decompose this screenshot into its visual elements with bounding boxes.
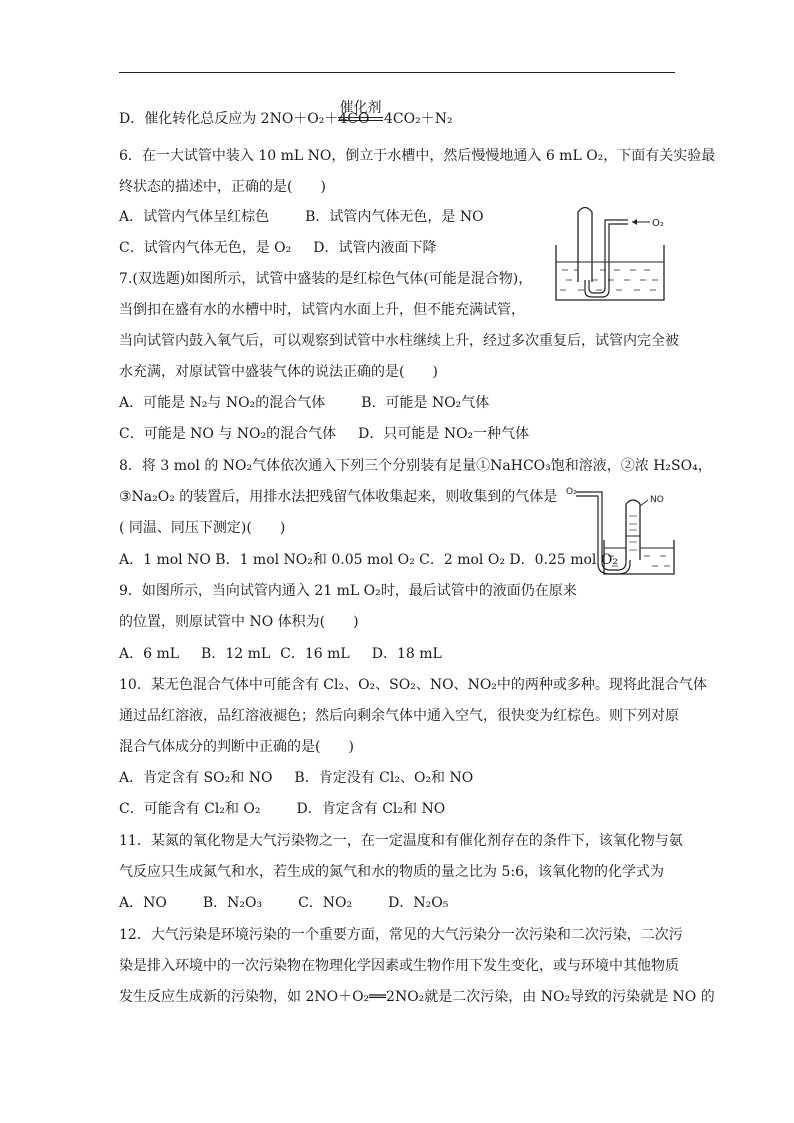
q10-stem-2: 通过品红溶液，品红溶液褪色；然后向剩余气体中通入空气，很快变为红棕色。则下列对原 <box>119 708 679 724</box>
products-text: 4CO₂＋N₂ <box>384 111 453 127</box>
q11-option-a: A．NO <box>119 895 167 911</box>
equals-bar <box>338 117 383 121</box>
q6-option-d: D．试管内液面下降 <box>313 240 437 256</box>
q10-options-ab <box>119 769 473 787</box>
catalyst-condition <box>338 100 383 121</box>
header-rule <box>119 72 675 73</box>
q12-stem-2: 染是排入环境中的一次污染物在物理化学因素或生物作用下发生变化，或与环境中其他物质 <box>119 958 679 974</box>
q10-option-a: A．肯定含有 SO₂和 NO <box>119 770 273 786</box>
q11-option-b: B．N₂O₃ <box>202 895 263 911</box>
q9-option-a: A．6 mL <box>119 646 180 662</box>
catalyst-label: 催化剂 <box>339 100 382 116</box>
q9-option-b: B．12 mL <box>201 646 271 662</box>
q8-stem-2: ③Na₂O₂ 的装置后，用排水法把残留气体收集起来，则收集到的气体是 <box>119 489 558 505</box>
q10-stem-3: 混合气体成分的判断中正确的是( ) <box>119 739 354 755</box>
q7-stem-3: 当向试管内鼓入氧气后，可以观察到试管中水柱继续上升，经过多次重复后，试管内完全被 <box>119 333 679 349</box>
q10-options-cd <box>119 800 445 818</box>
q9-options <box>119 645 442 663</box>
fig1-o2-label: O₂ <box>652 218 664 229</box>
q11-stem-2: 气反应只生成氮气和水，若生成的氮气和水的物质的量之比为 5:6，该氧化物的化学式为 <box>119 864 664 880</box>
q10-option-d: D．肯定含有 Cl₂和 NO <box>296 801 446 817</box>
q7-stem-4: 水充满，对原试管中盛装气体的说法正确的是( ) <box>119 364 438 380</box>
q7-options-ab <box>119 394 489 412</box>
q8-stem: 8．将 3 mol 的 NO₂气体依次通入下列三个分别装有足量①NaHCO₃饱和溶液，②浓 H₂SO₄， <box>119 458 712 474</box>
option-d-line <box>119 110 370 128</box>
q7-stem: 7.(双选题)如图所示，试管中盛装的是红棕色气体(可能是混合物)， <box>119 271 533 287</box>
q11-stem: 11．某氮的氧化物是大气污染物之一，在一定温度和有催化剂存在的条件下，该氧化物与氨 <box>119 833 683 849</box>
q12-stem: 12．大气污染是环境污染的一个重要方面，常见的大气污染分一次污染和二次污染，二次污 <box>119 927 683 943</box>
q6-options-ab <box>119 208 484 226</box>
q8-stem-3: ( 同温、同压下测定)( ) <box>119 520 286 536</box>
q8-options: A．1 mol NO B．1 mol NO₂和 0.05 mol O₂ C．2 mol O₂ D．0.25 mol O₂ <box>119 552 618 568</box>
fig2-no-label: NO <box>650 495 664 505</box>
q10-option-b: B．肯定没有 Cl₂、O₂和 NO <box>294 770 474 786</box>
q6-options-cd <box>119 239 437 257</box>
figure-no-tube <box>564 482 678 578</box>
q12-stem-3: 发生反应生成新的污染物，如 2NO＋O₂══2NO₂就是二次污染，由 NO₂导致的污染就是 NO 的 <box>119 989 715 1005</box>
q9-option-c: C．16 mL <box>280 646 350 662</box>
q10-stem: 10．某无色混合气体中可能含有 Cl₂、O₂、SO₂、NO、NO₂中的两种或多种。现将此混合气体 <box>119 677 707 693</box>
q7-option-d: D．只可能是 NO₂一种气体 <box>358 426 530 442</box>
q6-stem: 6．在一大试管中装入 10 mL NO，倒立于水槽中，然后慢慢地通入 6 mL O₂，下面有关实验最 <box>119 148 716 164</box>
fig2-o2-label: O₂ <box>566 487 577 497</box>
q9-option-d: D．18 mL <box>371 646 442 662</box>
q11-options <box>119 894 448 912</box>
q7-option-c: C．可能是 NO 与 NO₂的混合气体 <box>119 426 337 442</box>
q7-options-cd <box>119 425 529 443</box>
figure-test-tube-trough <box>552 200 677 305</box>
q6-option-b: B．试管内气体无色，是 NO <box>305 209 484 225</box>
q7-option-b: B．可能是 NO₂气体 <box>361 395 490 411</box>
option-d-products <box>384 110 453 128</box>
q9-stem-2: 的位置，则原试管中 NO 体积为( ) <box>119 614 359 630</box>
option-d-text: D．催化转化总反应为 2NO＋O₂＋4CO <box>119 111 370 127</box>
q11-option-c: C．NO₂ <box>298 895 353 911</box>
q6-option-c: C．试管内气体无色，是 O₂ <box>119 240 292 256</box>
q10-option-c: C．可能含有 Cl₂和 O₂ <box>119 801 261 817</box>
q9-stem: 9．如图所示，当向试管内通入 21 mL O₂时，最后试管中的液面仍在原来 <box>119 583 577 599</box>
q7-option-a: A．可能是 N₂与 NO₂的混合气体 <box>119 395 326 411</box>
q11-option-d: D．N₂O₅ <box>388 895 449 911</box>
q6-stem-2: 终状态的描述中，正确的是( ) <box>119 179 326 195</box>
q6-option-a: A．试管内气体呈红棕色 <box>119 209 270 225</box>
q7-stem-2: 当倒扣在盛有水的水槽中时，试管内水面上升，但不能充满试管， <box>119 302 525 318</box>
